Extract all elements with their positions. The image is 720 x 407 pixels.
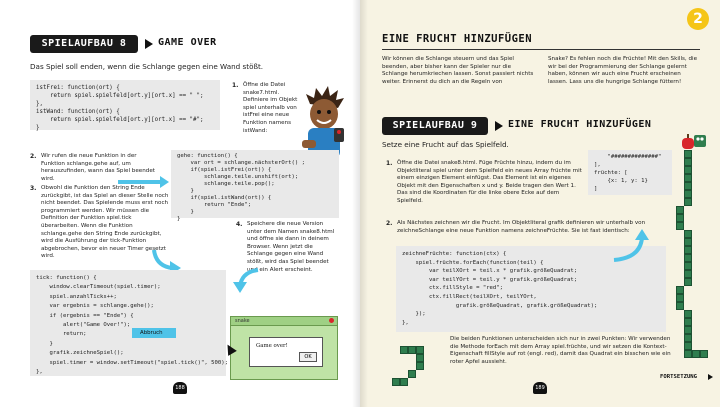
step-3-text: Obwohl die Funktion den String Ende zurückgibt, ist das Spiel an dieser Stelle noch nicht beendet. Das Spielende muss erst noch programmiert werden. Wir müssen die Definition der Funktion spiel.tick überarbeiten. Wenn die Funktion schlange.gehe den String Ende zurückgibt, wird die Ausführung der tick-Funktion abgebrochen, bevor ein neuer Timer gesetzt wird. (41, 185, 169, 260)
heading-arrow-icon (145, 39, 153, 49)
subintro-text: Setze eine Frucht auf das Spielfeld. (382, 140, 509, 149)
intro-column-2: Snake? Es fehlen noch die Früchte! Mit den Skills, die wir bei der Programmierung der Schlange gelernt haben, können wir auch eine Frucht erscheinen lassen. Lass uns die hungrige Schlange füttern! (548, 56, 698, 85)
book-gutter (352, 0, 368, 407)
step-badge-8: SPIELAUFBAU 8 (30, 35, 138, 53)
step-2-number: 2. (386, 220, 393, 227)
section-arrow-icon (495, 121, 503, 131)
step-2-number: 2. (30, 153, 37, 160)
alert-dialog (249, 337, 323, 367)
code-fruechte: "##############" ], früchte: [ {x: 1, y: 1} ] (588, 150, 672, 195)
step-badge-9: SPIELAUFBAU 9 (382, 117, 488, 135)
abbruch-label: Abbruch (140, 330, 163, 336)
heading-underline (382, 49, 700, 50)
callout-arrow-up (610, 228, 652, 264)
alert-message: Game over! (256, 343, 288, 349)
continued-label: FORTSETZUNG (660, 374, 698, 380)
continued-arrow-icon (708, 374, 713, 380)
page-heading: EINE FRUCHT HINZUFÜGEN (382, 33, 533, 45)
explanation-text: Die beiden Funktionen unterscheiden sich nur in zwei Punkten: Wir verwenden die Methode forEach mit dem Array spiel.früchte, und wir setzen die Kontext-Eigenschaft fillStyle auf rot (engl. red), damit das Quadrat ein bisschen wie ein roter Apfel aussieht. (450, 336, 671, 365)
callout-arrow-1 (118, 180, 162, 184)
step-1-text: Öffne die Datei snake8.html. Füge Früchte hinzu, indem du im Objektliteral spiel unter dem Spielfeld ein neues Array früchte mit einem einzigen Element einfügst. Das Element ist ein eigenes Objekt mit den Eigenschaften x und y. Beide tragen den Wert 1. Das sind die Koordinaten für die linke obere Ecke auf dem Spielfeld. (397, 160, 582, 204)
section-heading-game-over: GAME OVER (158, 37, 217, 48)
callout-arrow-down (232, 268, 262, 294)
alert-ok-button[interactable]: OK (299, 352, 317, 362)
snake-head-icon (693, 134, 707, 148)
browser-window-titlebar (231, 317, 337, 326)
code-tick: tick: function() { window.clearTimeout(spiel.timer); spiel.anzahlTicks++; var ergebnis = schlange.gehe(); if (ergebnis == "Ende") { alert("Game Over!"); return; } grafik.zeichneSpiel(); spiel.timer = window.setTimeout("spiel.tick()", 500); }, (30, 270, 226, 376)
browser-window (230, 316, 338, 380)
browser-window-label: snake (235, 318, 250, 324)
code-istwand: istFrei: function(ort) { return spiel.spielfeld[ort.y][ort.x] == " "; }, istWand: function(ort) { return spiel.spielfeld[ort.y][ort.x] == "#"; } (30, 80, 220, 130)
page-number-left: 188 (173, 382, 187, 394)
intro-text: Das Spiel soll enden, wenn die Schlange gegen eine Wand stößt. (30, 62, 264, 71)
chapter-corner-badge: 2 (687, 8, 709, 30)
step-1-number: 1. (232, 82, 239, 89)
step-1-text: Öffne die Datei snake7.html. Definiere im Objekt spiel unterhalb von istFrei eine neue Funktion namens istWand: (243, 82, 298, 134)
step-3-number: 3. (30, 185, 37, 192)
code-zeichnefruechte: zeichneFrüchte: function(ctx) { spiel.früchte.forEach(function(teil) { var teilXOrt = teil.x * grafik.größeQuadrat; var teilYOrt = teil.y * grafik.größeQuadrat; ctx.fillStyle = "red"; ctx.fillRect(teilXOrt, teilYOrt, grafik.größeQuadrat, grafik.größeQuadrat); }); }, (396, 246, 666, 332)
section-heading-frucht: EINE FRUCHT HINZUFÜGEN (508, 119, 652, 130)
intro-column-1: Wir können die Schlange steuern und das Spiel beenden, aber bisher kann der Spieler nur die Schlange herumkriechen lassen. Sonst passiert nichts weiter. Erinnerst du dich an die Regeln von (382, 56, 534, 85)
step-4-number: 4. (236, 221, 243, 228)
page-number-right: 189 (533, 382, 547, 394)
step-1-number: 1. (386, 160, 393, 167)
code-gehe: gehe: function() { var ort = schlange.nächsterOrt() ; if(spiel.istFrei(ort)) { schlange.teile.unshift(ort); schlange.teile.pop(); } if(spiel.istWand(ort)) { return "Ende"; } } (171, 150, 339, 218)
step-4-text: Speichere die neue Version unter dem Namen snake8.html und öffne sie dann in deinem Browser. Wenn jetzt die Schlange gegen eine Wand stößt, wird das Spiel beendet und ein Alert erscheint. (247, 221, 335, 273)
step-2-text: Als Nächstes zeichnen wir die Frucht. Im Objektliteral grafik definieren wir unterhalb von zeichneSchlange eine neue Funktion namens zeichneFrüchte. Sie ist fast identisch: (397, 220, 646, 234)
window-close-icon[interactable] (329, 318, 334, 323)
right-page (360, 0, 720, 407)
step-2-text: Wir rufen die neue Funktion in der Funktion schlange.gehe auf, um herauszufinden, wann das Spiel beendet wird. (41, 153, 155, 182)
